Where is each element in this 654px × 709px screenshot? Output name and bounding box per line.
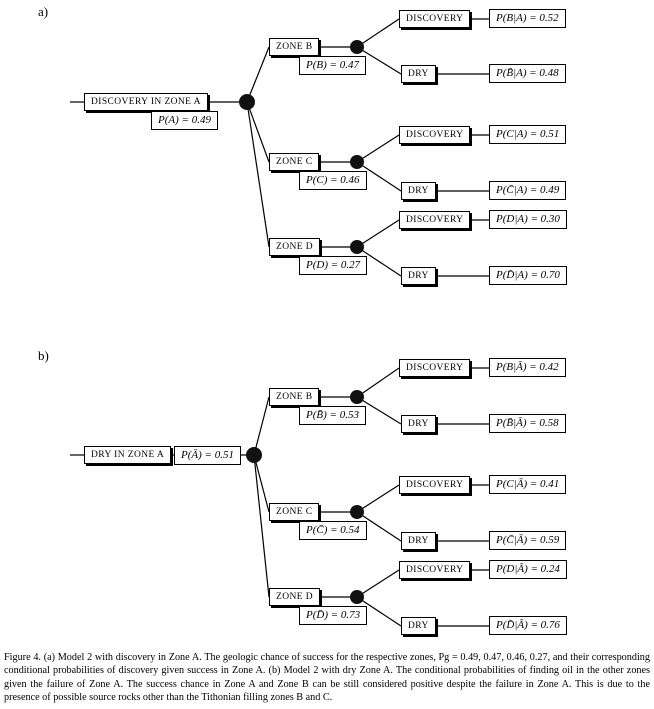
panel-a-zone-b-prob: P(B) = 0.47 [299,56,366,75]
panel-a-zone-c-prob: P(C) = 0.46 [299,171,367,190]
panel-a-root-prob: P(A) = 0.49 [151,111,218,130]
panel-b-zone-c-discovery-prob: P(C|Ā) = 0.41 [489,475,566,494]
panel-a-zone-b-node-dot [350,40,364,54]
panel-a-root-node: DISCOVERY IN ZONE A [84,93,208,111]
panel-a-zone-d-discovery-node: DISCOVERY [399,211,470,229]
panel-b-zone-c-discovery-node: DISCOVERY [399,476,470,494]
panel-b-zone-c-prob: P(C̄) = 0.54 [299,521,367,540]
panel-a-zone-c-dry-prob: P(C̄|A) = 0.49 [489,181,566,200]
panel-b-zone-c-dry-prob: P(C̄|Ā) = 0.59 [489,531,566,550]
panel-b-root-node: DRY IN ZONE A [84,446,171,464]
panel-b-zone-d-prob: P(D̄) = 0.73 [299,606,367,625]
panel-a-zone-b-discovery-prob: P(B|A) = 0.52 [489,9,566,28]
panel-b-root-node-dot [246,447,262,463]
panel-b-zone-b-dry-prob: P(B̄|Ā) = 0.58 [489,414,566,433]
panel-b-zone-d-dry-prob: P(D̄|Ā) = 0.76 [489,616,567,635]
panel-b-zone-b-dry-node: DRY [401,415,436,433]
panel-a-zone-d-node: ZONE D [269,238,320,256]
panel-b-label: b) [38,348,49,363]
panel-a-label: a) [38,4,49,19]
panel-a-zone-c-dry-node: DRY [401,182,436,200]
panel-a-zone-d-discovery-prob: P(D|A) = 0.30 [489,210,567,229]
panel-b-zone-b-discovery-node: DISCOVERY [399,359,470,377]
panel-a-zone-c-node-dot [350,155,364,169]
panel-b-zone-d-node: ZONE D [269,588,320,606]
panel-b-root-prob: P(Ā) = 0.51 [174,446,241,465]
panel-b-zone-b-discovery-prob: P(B|Ā) = 0.42 [489,358,566,377]
figure-caption: Figure 4. (a) Model 2 with discovery in Zone A. The geologic chance of success for the respective zones, Pg = 0.49, 0.47, 0.46, 0.27, and their corresponding conditional probabilities of discovery given success in Zone A. (b) Model 2 with dry Zone A. The conditional probabilities of finding oil in the other zones given the failure of Zone A. The success chance in Zone A and Zone B can be still considered positive despite the failure in Zone A. This is due to the presence of possible source rocks other than the Tithonian filling zones B and C. [4,652,650,704]
panel-b-zone-d-dry-node: DRY [401,617,436,635]
panel-b-zone-c-dry-node: DRY [401,532,436,550]
panel-a-zone-c-discovery-node: DISCOVERY [399,126,470,144]
panel-a-zone-c-node: ZONE C [269,153,319,171]
panel-a-zone-b-dry-node: DRY [401,65,436,83]
panel-a-root-node-dot [239,94,255,110]
panel-a-zone-c-discovery-prob: P(C|A) = 0.51 [489,125,566,144]
panel-b-zone-b-prob: P(B̄) = 0.53 [299,406,366,425]
panel-a-zone-d-prob: P(D) = 0.27 [299,256,367,275]
panel-a-zone-d-dry-prob: P(D̄|A) = 0.70 [489,266,567,285]
panel-a-zone-d-dry-node: DRY [401,267,436,285]
panel-b-zone-c-node: ZONE C [269,503,319,521]
panel-a-zone-d-node-dot [350,240,364,254]
panel-b-zone-c-node-dot [350,505,364,519]
panel-a-zone-b-node: ZONE B [269,38,319,56]
panel-b-zone-b-node-dot [350,390,364,404]
panel-b-zone-d-discovery-node: DISCOVERY [399,561,470,579]
panel-b-zone-d-discovery-prob: P(D|Ā) = 0.24 [489,560,567,579]
panel-b-zone-b-node: ZONE B [269,388,319,406]
panel-a-zone-b-discovery-node: DISCOVERY [399,10,470,28]
panel-b-zone-d-node-dot [350,590,364,604]
panel-a-zone-b-dry-prob: P(B̄|A) = 0.48 [489,64,566,83]
